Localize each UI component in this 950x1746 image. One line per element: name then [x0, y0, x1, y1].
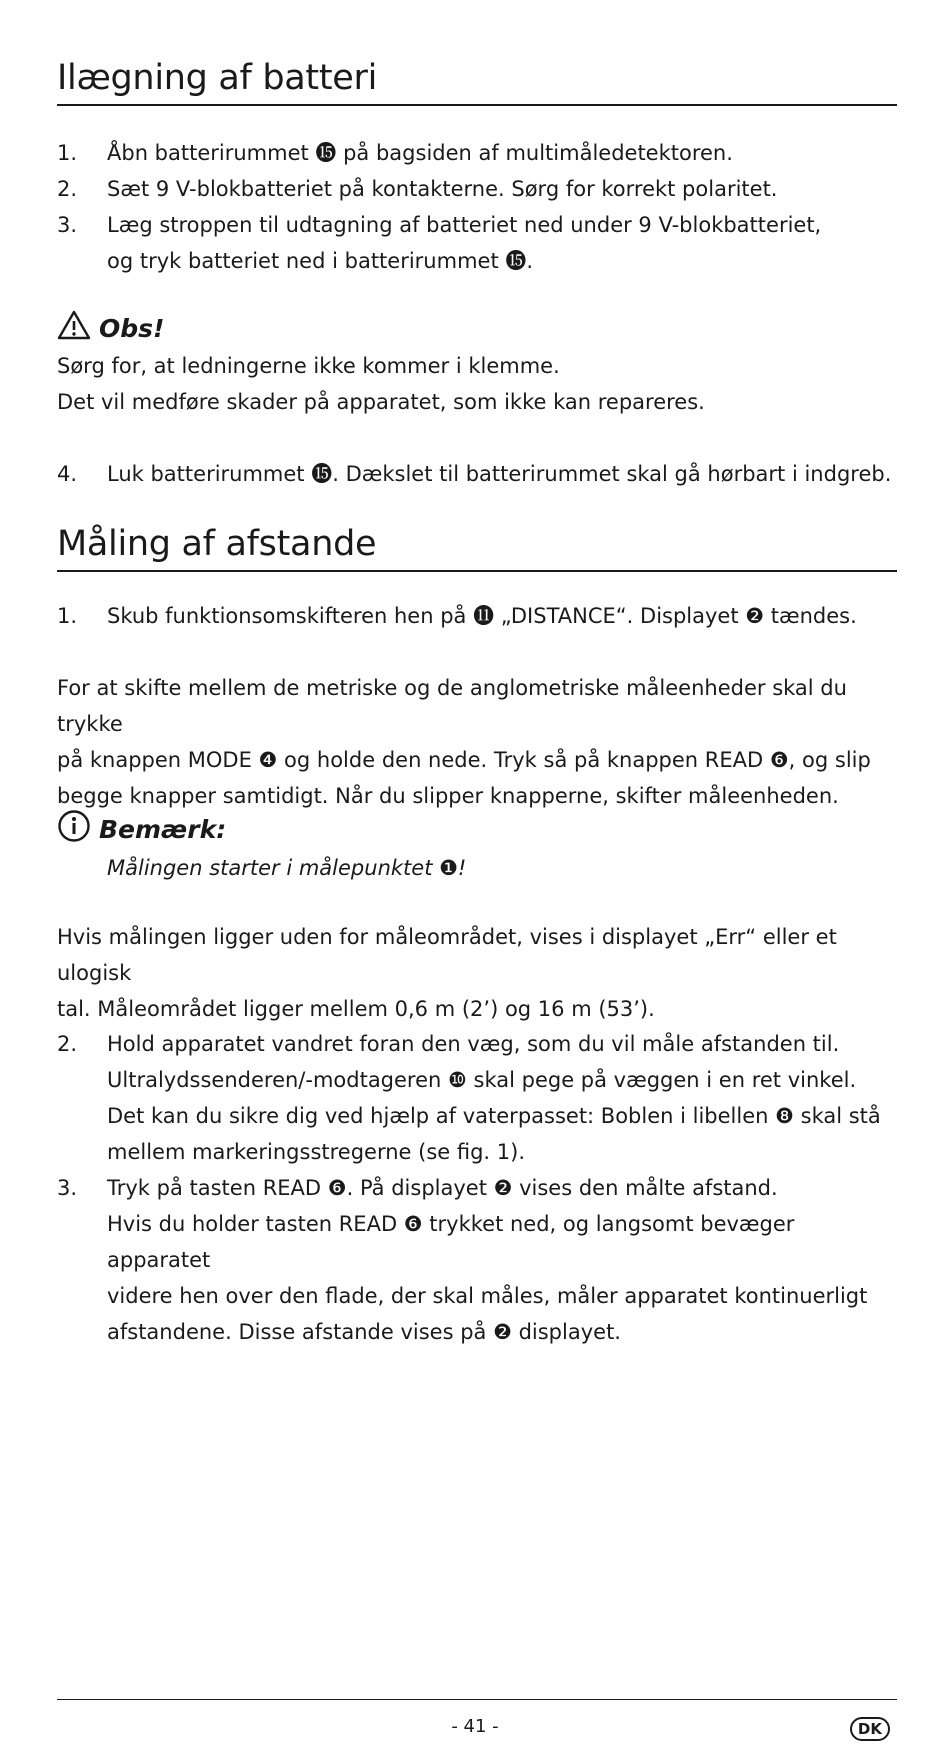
range-paragraph: Hvis målingen ligger uden for måleområdet, vises i displayet „Err“ eller et ulogisk tal. Måleområdet ligger mellem 0,6 m (2’) og 16 m (53’). [57, 925, 837, 1021]
distance-step-1 [57, 598, 897, 634]
unit-switch-paragraph: For at skifte mellem de metriske og de anglometriske måleenheder skal du trykke på knappen MODE ❹ og holde den nede. Tryk så på knappen READ ❻, og slip begge knapper samtidigt. Når du slipper knapperne, skifter måleenheden. [57, 676, 871, 808]
note-heading: Bemærk: [57, 809, 897, 849]
distance-steps [57, 1026, 897, 1350]
list-item: 3. Læg stroppen til udtagning af batteriet ned under 9 V-blokbatteriet, og tryk batteriet ned i batterirummet ⓯. [57, 213, 822, 273]
language-badge: DK [850, 1717, 890, 1741]
section-title-distance: Måling af afstande [57, 524, 897, 572]
battery-steps [57, 135, 897, 279]
battery-step-4 [57, 456, 897, 492]
note-text: Målingen starter i målepunktet ❶! [107, 856, 467, 880]
info-note [57, 809, 897, 886]
info-circle-icon [57, 809, 99, 849]
footer-divider [57, 1699, 897, 1700]
warning-note [57, 310, 897, 420]
list-item: 1. Åbn batterirummet ⓯ på bagsiden af multimåledetektoren. [57, 141, 733, 165]
list-item: 3. Tryk på tasten READ ❻. På displayet ❷ vises den målte afstand. Hvis du holder tasten READ ❻ trykket ned, og langsomt bevæger apparatet videre hen over den flade, der skal måles, måler apparatet kontinuerligt afstandene. Disse afstande vises på ❷ displayet. [57, 1176, 868, 1344]
list-item: 2. Hold apparatet vandret foran den væg, som du vil måle afstanden til. Ultralydssenderen/-modtageren ❿ skal pege på væggen i en ret vinkel. Det kan du sikre dig ved hjælp af vaterpasset: Boblen i libellen ❽ skal stå mellem markeringsstregerne (se fig. 1). [57, 1032, 881, 1164]
list-item: 1. Skub funktionsomskifteren hen på ⓫ „DISTANCE“. Displayet ❷ tændes. [57, 604, 857, 628]
list-item: 4. Luk batterirummet ⓯. Dækslet til batterirummet skal gå hørbart i indgreb. [57, 462, 892, 486]
warning-text: Sørg for, at ledningerne ikke kommer i klemme. Det vil medføre skader på apparatet, som ikke kan repareres. [57, 354, 705, 414]
page-number: - 41 - [451, 1716, 499, 1737]
list-item: 2. Sæt 9 V-blokbatteriet på kontakterne. Sørg for korrekt polaritet. [57, 177, 778, 201]
warning-heading: Obs! [57, 310, 897, 346]
warning-triangle-icon [57, 310, 99, 346]
section-title-battery: Ilægning af batteri [57, 58, 897, 106]
